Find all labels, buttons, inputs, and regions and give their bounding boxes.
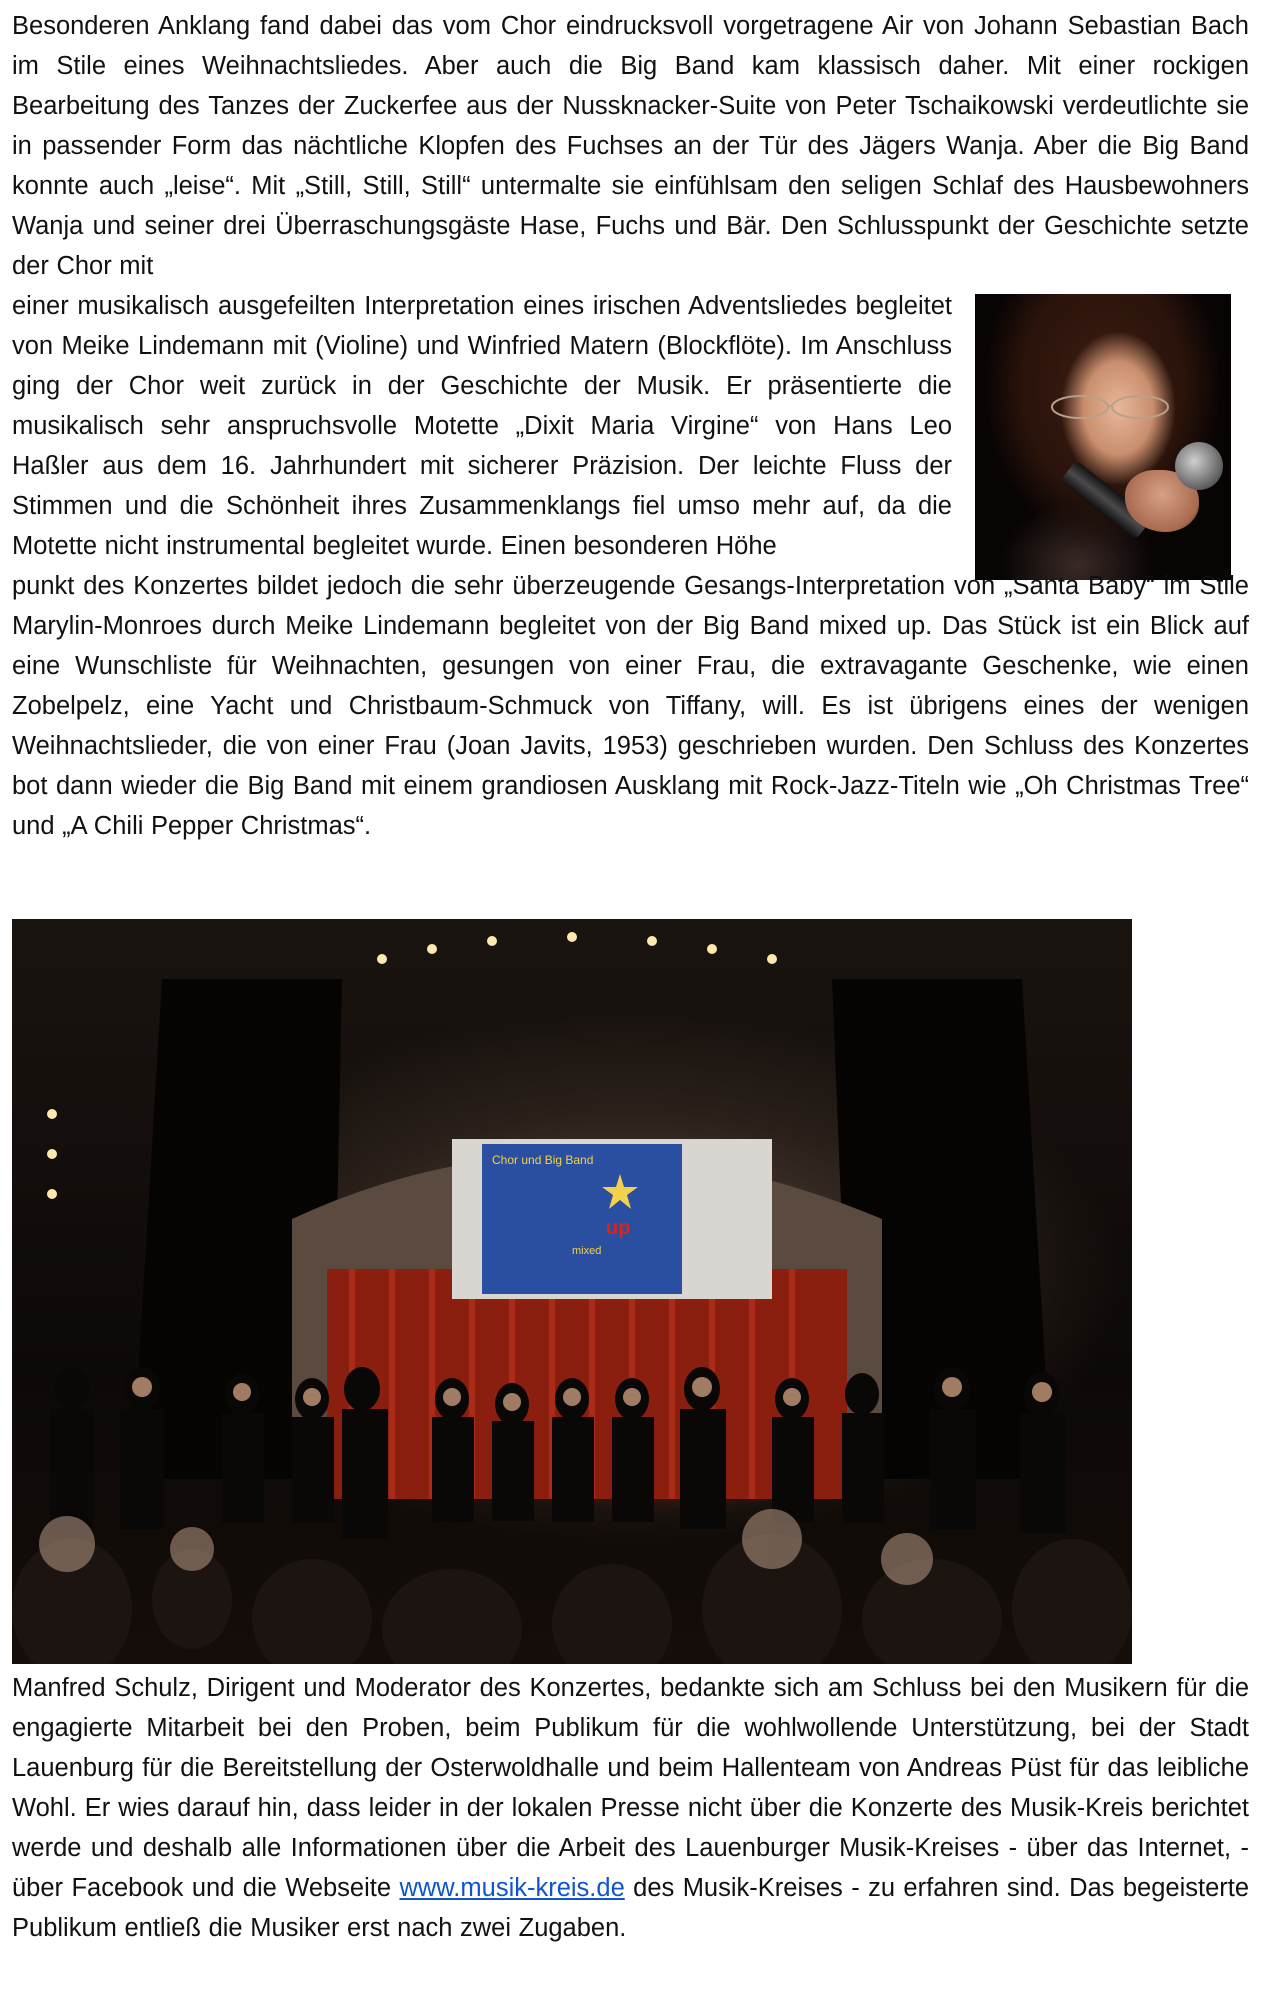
paragraph-santa-baby: punkt des Konzertes bildet jedoch die sehr überzeugende Gesangs-Interpretation von „Santa Baby“ im Stile Marylin-Monroes durch Meike Lindemann begleitet von der Big Band mixed up. Das Stück ist ein Blick auf eine Wunschliste für Weihnachten, gesungen von einer Frau, die extravagante Geschenke, wie einen Zobelpelz, eine Yacht und Christbaum-Schmuck von Tiffany, will. Es ist übrigens eines der wenigen Weihnachtslieder, die von einer Frau (Joan Javits, 1953) geschrieben wurden. Den Schluss des Konzertes bot dann wieder die Big Band mit einem grandiosen Ausklang mit Rock-Jazz-Titeln wie „Oh Christmas Tree“ und „A Chili Pepper Christmas“. — [12, 572, 1249, 840]
microphone-icon — [1175, 442, 1223, 490]
paragraph-thanks-text-end: des Musik-Kreises - zu erfahren sind. Das begeisterte Publikum entließ die Musiker erst nach zwei Zugaben. — [12, 1874, 1250, 1942]
concert-scene — [12, 919, 1132, 1664]
glasses-icon — [1045, 392, 1175, 422]
paragraph-beside-portrait: einer musikalisch ausgefeilten Interpretation eines irischen Adventsliedes begleitet von Meike Lindemann mit (Violine) und Winfried Matern (Blockflöte). Im Anschluss ging der Chor weit zurück in der Geschichte der Musik. Er präsentierte die musikalisch sehr anspruchsvolle Motette „Dixit Maria Virgine“ von Hans Leo Haßler aus dem 16. Jahrhundert mit sicherer Präzision. Der leichte Fluss der Stimmen und die Schönheit ihres Zusammenklangs fiel umso mehr auf, da die Motette nicht instrumental begleitet wurde. Einen besonderen Höhe — [12, 292, 952, 560]
website-link[interactable]: www.musik-kreis.de — [399, 1874, 625, 1902]
screen-text-mixed: mixed — [572, 1245, 602, 1257]
concert-stage-photo — [12, 919, 1132, 1664]
paragraph-thanks-text: Manfred Schulz, Dirigent und Moderator des Konzertes, bedankte sich am Schluss bei den Musikern für die engagierte Mitarbeit bei den Proben, beim Publikum für die wohlwollende Unterstützung, bei der Stadt Lauenburg für die Bereitstellung der Osterwoldhalle und beim Hallenteam von Andreas Püst für das leibliche Wohl. Er wies darauf hin, dass leider in der lokalen Presse nicht über die Konzerte des Musik-Kreis berichtet werde und deshalb alle Informationen über die Arbeit des Lauenburger Musik-Kreises - über das Internet, - über Facebook und die Webseite — [12, 1674, 1249, 1902]
screen-text-up: up — [606, 1217, 631, 1239]
paragraph-thanks — [12, 1668, 1249, 1948]
screen-text-title: Chor und Big Band — [492, 1153, 594, 1167]
paragraph-intro: Besonderen Anklang fand dabei das vom Chor eindrucksvoll vorgetragene Air von Johann Sebastian Bach im Stile eines Weihnachtsliedes. Aber auch die Big Band kam klassisch daher. Mit einer rockigen Bearbeitung des Tanzes der Zuckerfee aus der Nussknacker-Suite von Peter Tschaikowski verdeutlichte sie in passender Form das nächtliche Klopfen des Fuchses an der Tür des Jägers Wanja. Aber die Big Band konnte auch „leise“. Mit „Still, Still, Still“ untermalte sie einfühlsam den seligen Schlaf des Hausbewohners Wanja und seiner drei Überraschungsgäste Hase, Fuchs und Bär. Den Schlusspunkt der Geschichte setzte der Chor mit — [12, 12, 1249, 280]
singer-portrait-photo — [975, 294, 1231, 580]
